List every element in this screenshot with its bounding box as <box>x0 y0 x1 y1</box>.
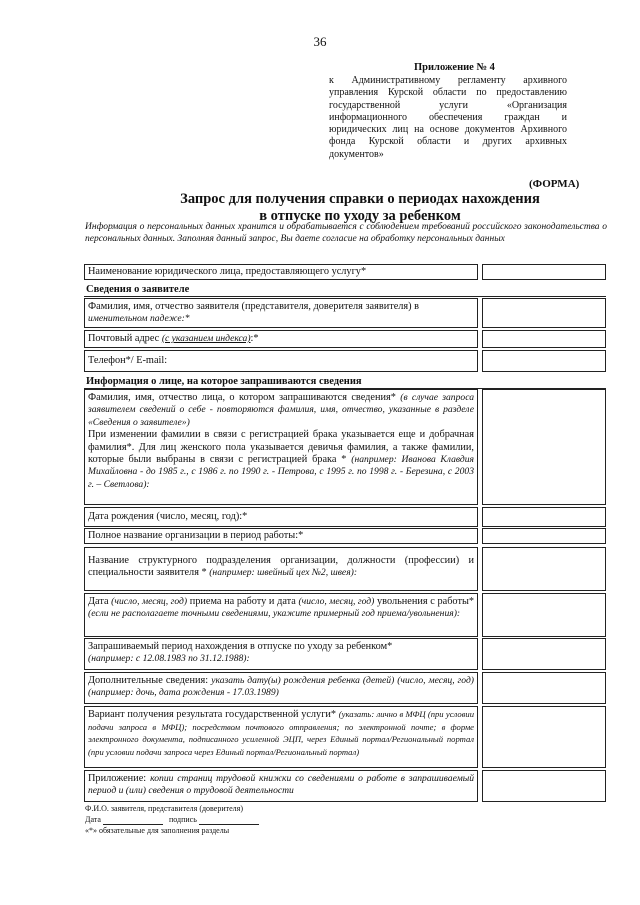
applicant-address-end: :* <box>250 333 259 344</box>
leave-period-label-cell <box>84 638 478 670</box>
title-line-1: Запрос для получения справки о периодах нахождения <box>180 191 540 207</box>
department-input[interactable] <box>482 547 606 591</box>
birth-date-label: Дата рождения (число, месяц, год):* <box>88 511 248 522</box>
footer-signature-line[interactable] <box>199 824 259 825</box>
title-line-2: в отпуске по уходу за ребенком <box>259 208 461 224</box>
document-title <box>80 191 640 225</box>
legal-entity-label-cell <box>84 264 478 280</box>
applicant-address-label <box>85 331 477 347</box>
hire-date-label <box>85 594 477 623</box>
department-label-cell <box>84 547 478 591</box>
attachment-label <box>85 771 477 800</box>
applicant-address-note: (с указанием индекса) <box>161 333 251 344</box>
person-fio-note: (в случае запроса заявителем сведений о себе - повторяются фамилия, имя, отчество, указанные в разделе «Сведения о заявителе») <box>88 392 475 428</box>
applicant-address-label-cell <box>84 330 478 348</box>
department-text: Название структурного подразделения организации, должности (профессии) и специальности заявителя * <box>88 555 474 579</box>
applicant-phone-input[interactable] <box>482 350 606 372</box>
hire-date-text: Дата <box>88 596 112 607</box>
leave-period-label <box>85 639 477 668</box>
hire-date-note-2: (число, месяц, год) <box>298 596 375 607</box>
org-name-label: Полное название организации в период работы:* <box>88 530 304 541</box>
department-example: (например: швейный цех №2, швея): <box>209 567 358 579</box>
footer-fio-line: Ф.И.О. заявителя, представителя (доверителя) <box>85 804 243 813</box>
attachment-note: копии страниц трудовой книжки со сведениями о работе в запрашиваемый период и (или) сведения о трудовой деятельности <box>88 773 475 797</box>
applicant-fio-text: Фамилия, имя, отчество заявителя (представителя, доверителя заявителя) в <box>88 301 420 312</box>
hire-date-input[interactable] <box>482 593 606 637</box>
result-variant-text: Вариант получения результата государственной услуги* <box>88 709 339 720</box>
leave-period-input[interactable] <box>482 638 606 670</box>
legal-entity-label: Наименование юридического лица, предоставляющего услугу* <box>88 266 367 277</box>
appendix-title: Приложение № 4 <box>414 62 495 73</box>
birth-date-input[interactable] <box>482 507 606 527</box>
form-label: (ФОРМА) <box>529 178 580 190</box>
hire-date-label-cell <box>84 593 478 637</box>
person-fio-label <box>85 390 477 493</box>
applicant-fio-label <box>85 299 477 328</box>
hire-date-mid: приема на работу и дата <box>187 596 299 607</box>
person-surname-change: При изменении фамилии в связи с регистрацией брака указывается еще и добрачная фамилия*. Для лиц женского пола указывается девичья фамилия, а также фамилии, которые были выбраны в связи с регистрацией брака * <box>88 429 474 466</box>
person-surname-example: (например: Иванова Клавдия Михайловна - до 1985 г., с 1986 г. по 1990 г. - Петрова, с 1995 г. по 1998 г. - Березина, с 2003 г. – Светлова): <box>88 454 474 490</box>
extra-info-text: Дополнительные сведения: <box>88 675 212 686</box>
applicant-fio-note: именительном падеже:* <box>88 313 190 325</box>
extra-info-label-cell <box>84 672 478 704</box>
appendix-text: к Административному регламенту архивного управления Курской области по предоставлению государственной услуги «Организация информационного обеспечения граждан и юридических лиц на основе документов Архивного фонда Курской области и других архивных документов» <box>329 75 567 160</box>
section-person-heading: Информация о лице, на которое запрашиваются сведения <box>86 376 362 387</box>
person-fio-input[interactable] <box>482 389 606 505</box>
legal-entity-input[interactable] <box>482 264 606 280</box>
hire-date-mid-2: увольнения с работы* <box>374 596 475 607</box>
applicant-address-input[interactable] <box>482 330 606 348</box>
leave-period-text: Запрашиваемый период нахождения в отпуске по уходу за ребенком* <box>88 641 393 652</box>
footer-date-signature <box>85 815 259 825</box>
page-number: 36 <box>313 34 327 49</box>
attachment-text: Приложение: <box>88 773 151 784</box>
extra-info-label <box>85 673 477 702</box>
extra-info-note: указать дату(ы) рождения ребенка (детей) (число, месяц, год) (например: дочь, дата рождения - 17.03.1989) <box>88 675 474 699</box>
attachment-label-cell <box>84 770 478 802</box>
person-fio-text: Фамилия, имя, отчество лица, о котором запрашиваются сведения* <box>88 392 396 403</box>
hire-date-note-1: (число, месяц, год) <box>111 596 188 607</box>
footer-date-label: Дата <box>85 815 101 824</box>
privacy-notice: Информация о персональных данных хранится и обрабатывается с соблюдением требований российского законодательства о персональных данных. Заполняя данный запрос, Вы даете согласие на обработку персональных данных <box>85 222 607 244</box>
section-applicant-rule <box>84 296 606 297</box>
leave-period-example: (например: с 12.08.1983 по 31.12.1988): <box>88 653 250 665</box>
person-fio-label-cell <box>84 389 478 505</box>
result-variant-label-cell <box>84 706 478 768</box>
org-name-input[interactable] <box>482 528 606 544</box>
applicant-fio-label-cell <box>84 298 478 328</box>
section-applicant-heading: Сведения о заявителе <box>86 284 190 295</box>
result-variant-input[interactable] <box>482 706 606 768</box>
hire-date-note: (если не располагаете точными сведениями, укажите примерный год приема/увольнения): <box>88 608 461 620</box>
applicant-phone-label: Телефон*/ E-mail: <box>88 355 168 366</box>
result-variant-note: (указать: лично в МФЦ (при условии подачи запроса в МФЦ); посредством почтового отправления; по электронной почте; в форме электронного документа, подписанного усиленной ЭЦП, через Единый портал/Региональный портал (при условии подачи запроса через Единый портал/Региональный портал) <box>88 709 474 757</box>
org-name-label-cell <box>84 528 478 544</box>
applicant-fio-input[interactable] <box>482 298 606 328</box>
result-variant-label <box>85 707 477 761</box>
footer-required-note: «*» обязательные для заполнения разделы <box>85 826 230 835</box>
attachment-input[interactable] <box>482 770 606 802</box>
extra-info-input[interactable] <box>482 672 606 704</box>
birth-date-label-cell <box>84 507 478 527</box>
footer-signature-label: подпись <box>168 815 197 824</box>
footer-date-line[interactable] <box>103 824 163 825</box>
department-label <box>85 548 477 582</box>
applicant-address-text: Почтовый адрес <box>88 333 162 344</box>
applicant-phone-label-cell <box>84 350 478 372</box>
